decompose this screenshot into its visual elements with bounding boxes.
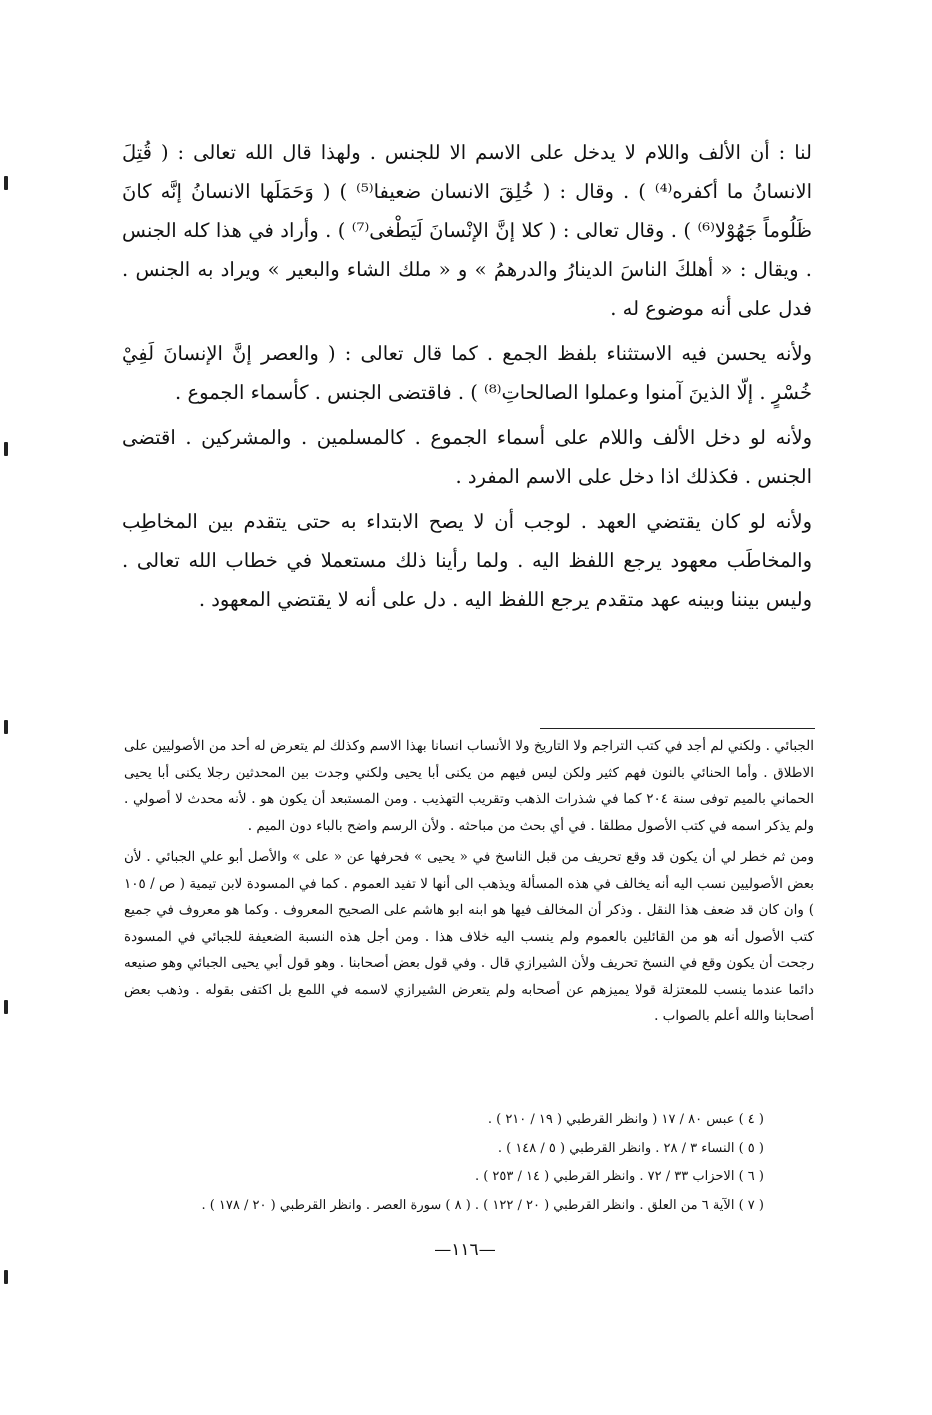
footnote-paragraph: الجبائي . ولكني لم أجد في كتب التراجم ولا التاريخ ولا الأنساب انسانا بهذا الاسم وكذلك لم يتعرض له أحد من الأصوليين على الاطلاق . وأما الحنائي بالنون فهم كثير ولكن ليس فيهم من يكنى أبا يحيى ولكني وجدت بين المحدثين رجلا يكنى أبا يحيى الحماني بالميم توفى سنة ٢٠٤ كما في شذرات الذهب وتقريب التهذيب . ومن المستبعد أن يكون هو . لأنه محدث لا أصولي . ولم يذكر اسمه في كتب الأصول مطلقا . في أي بحث من مباحثه . ولأن الرسم واضح بالباء دون الميم . bbox=[124, 738, 815, 834]
body-paragraph: ولأنه لو دخل الألف واللام على أسماء الجموع . كالمسلمين . والمشركين . اقتضى الجنس . فكذلك اذا دخل على الاسم المفرد . bbox=[122, 426, 812, 488]
scan-edge-mark bbox=[4, 720, 8, 734]
scan-edge-mark bbox=[4, 1000, 8, 1014]
body-paragraph: ولأنه لو كان يقتضي العهد . لوجب أن لا يصح الابتداء به حتى يتقدم بين المخاطِب والمخاطَب معهود يرجع اللفظ اليه . ولما رأينا ذلك مستعملا في خطاب الله تعالى . وليس بيننا وبينه عهد متقدم يرجع اللفظ اليه . دل على أنه لا يقتضي المعهود . bbox=[122, 510, 812, 611]
reference-list bbox=[124, 1106, 764, 1220]
body-paragraph: لنا : أن الألف واللام لا يدخل على الاسم الا للجنس . ولهذا قال الله تعالى : ( قُتِلَ الانسانُ ما أكفره⁽⁴⁾ ) . وقال : ( خُلِقَ الانسان ضعيفا⁽⁵⁾ ) ( وَحَمَلَها الانسانُ إنَّه كانَ ظَلُوماً جَهُوْلا⁽⁶⁾ ) . وقال تعالى : ( كلا إنَّ الإنْسانَ لَيَطْغى⁽⁷⁾ ) . وأراد في هذا كله الجنس . ويقال : « أهلكَ الناسَ الدينارُ والدرهمُ » و « ملك الشاء والبعير » ويراد به الجنس . فدل على أنه موضوع له . bbox=[122, 141, 812, 320]
reference-item: ( ٦ ) الاحزاب ٣٣ / ٧٢ . وانظر القرطبي ( ١٤ / ٢٥٣ ) . bbox=[474, 1169, 764, 1184]
reference-item: ( ٧ ) الآية ٦ من العلق . وانظر القرطبي ( ٢٠ / ١٢٢ ) . ( ٨ ) سورة العصر . وانظر القرطبي ( ٢٠ / ١٧٨ ) . bbox=[201, 1197, 764, 1213]
main-text bbox=[122, 133, 812, 619]
scan-edge-mark bbox=[4, 442, 8, 456]
reference-item: ( ٤ ) عبس ٨٠ / ١٧ ( وانظر القرطبي ( ١٩ / ٢١٠ ) . bbox=[487, 1112, 764, 1127]
footnote-divider bbox=[540, 728, 815, 729]
footnotes bbox=[124, 733, 814, 1035]
footnote-paragraph: ومن ثم خطر لي أن يكون قد وقع تحريف من قبل الناسخ في « يحيى » فحرفها عن « على » والأصل أبو علي الجبائي . لأن بعض الأصوليين نسب اليه أنه يخالف في هذه المسألة ويذهب الى أنها لا تفيد العموم . كما في المسودة لابن تيمية ( ص / ١٠٥ ) وان كان قد ضعف هذا النقل . وذكر أن المخالف فيها هو ابنه ابو هاشم على الصحيح المعروف . وكما هو معروف في جميع كتب الأصول أنه هو من القائلين بالعموم ولم ينسب اليه خلاف هذا . ومن أجل هذه النسبة الضعيفة للجبائي في المسودة رجحت أن يكون وقع في النسخ تحريف ولأن الشيرازي قال . وفي قول بعض أصحابنا . وهو قول أبي يحيى الجبائي وهو صنيعه دائما عندما ينسب للمعتزلة قولا يميزهم عن أصحابه ولم يتعرض الشيرازي لاسمه في اللمع بل اكتفى بقوله . وذهب بعض أصحابنا والله أعلم بالصواب . bbox=[124, 849, 814, 1024]
reference-item: ( ٥ ) النساء ٣ / ٢٨ . وانظر القرطبي ( ٥ / ١٤٨ ) . bbox=[497, 1140, 764, 1156]
body-paragraph: ولأنه يحسن فيه الاستثناء بلفظ الجمع . كما قال تعالى : ( والعصر إنَّ الإنسانَ لَفِيْ خُسْرٍ . إلّا الذينَ آمنوا وعملوا الصالحاتِ⁽⁸⁾ ) . فاقتضى الجنس . كأسماء الجموع . bbox=[122, 342, 812, 404]
page-number: —١١٦— bbox=[434, 1240, 496, 1260]
scan-edge-mark bbox=[4, 176, 8, 190]
scan-edge-mark bbox=[4, 1270, 8, 1284]
